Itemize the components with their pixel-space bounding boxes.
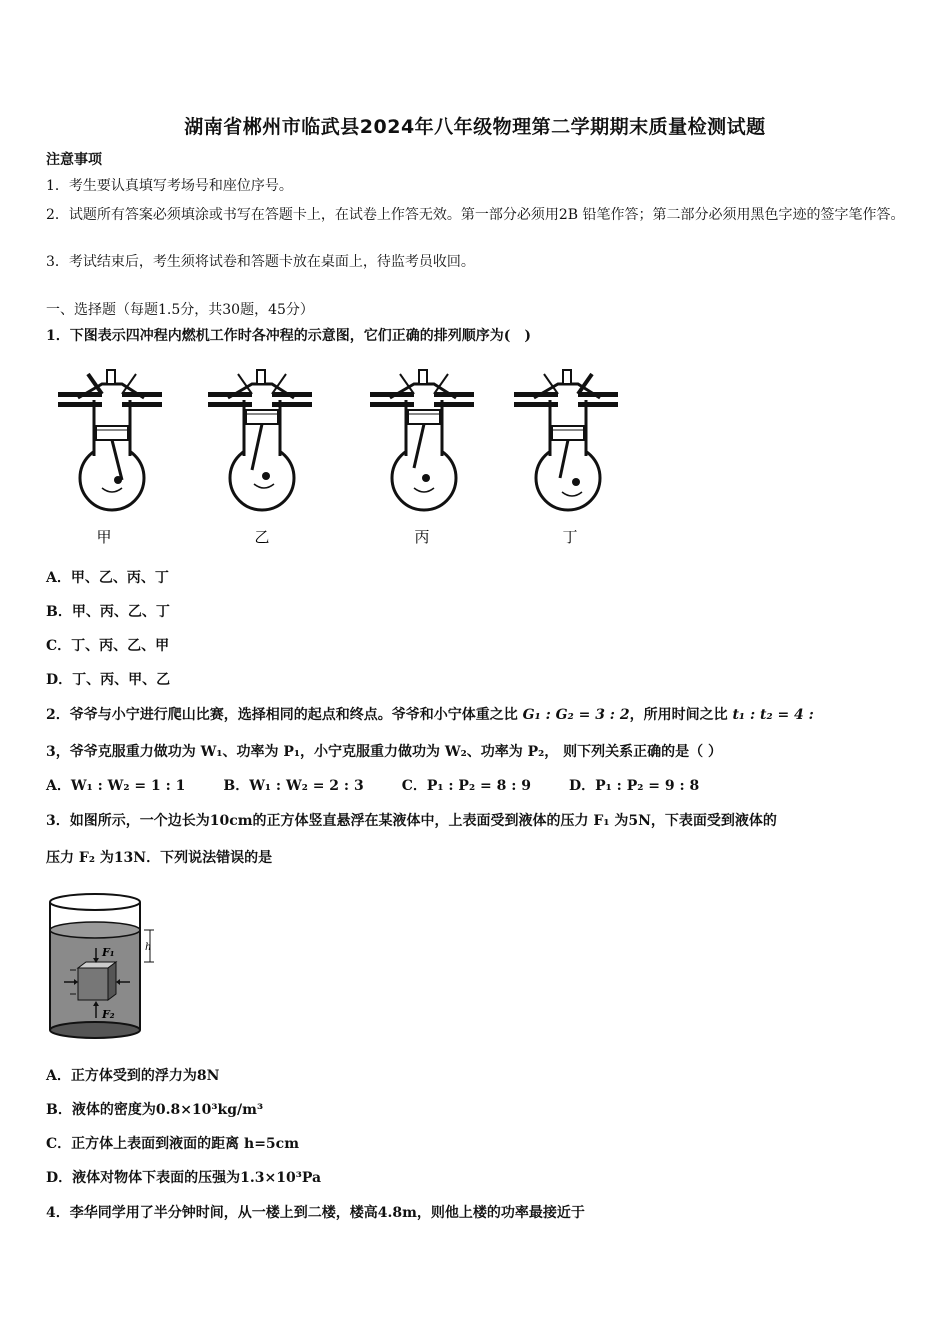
label-jia: 甲 [96, 528, 112, 546]
label-bing: 丙 [414, 528, 430, 546]
engine-ding [514, 370, 618, 510]
q1-option-c: C．丁、丙、乙、甲 [46, 638, 170, 654]
notice-item-3: 3．考试结束后，考生须将试卷和答题卡放在桌面上，待监考员收回。 [46, 254, 475, 270]
engine-yi [208, 370, 312, 510]
q2-text-a: 2．爷爷与小宁进行爬山比赛，选择相同的起点和终点。爷爷和小宁体重之比 [46, 707, 523, 723]
engine-bing [370, 370, 474, 510]
q3-option-a: A．正方体受到的浮力为8N [46, 1068, 220, 1084]
q1-stem: 1．下图表示四冲程内燃机工作时各冲程的示意图，它们正确的排列顺序为( ) [46, 328, 531, 344]
q2-ratio-g: G₁ : G₂ = 3 : 2 [522, 707, 630, 723]
q3-option-c: C．正方体上表面到液面的距离 h=5cm [46, 1136, 300, 1152]
label-h: h [145, 942, 152, 953]
q1-option-d: D．丁、丙、甲、乙 [46, 672, 171, 688]
page-title: 湖南省郴州市临武县2024年八年级物理第二学期期末质量检测试题 [184, 116, 766, 138]
q3-option-b: B．液体的密度为0.8×10³kg/m³ [46, 1102, 264, 1118]
section-heading: 一、选择题（每题1.5分，共30题，45分） [46, 302, 314, 318]
q4-stem: 4．李华同学用了半分钟时间，从一楼上到二楼，楼高4.8m，则他上楼的功率最接近于 [46, 1205, 585, 1221]
q1-option-a: A．甲、乙、丙、丁 [46, 570, 169, 586]
q2-text-b: ，所用时间之比 [629, 707, 733, 723]
q2-option-c: C．P₁ : P₂ = 8 : 9 [401, 778, 531, 794]
q2-option-a: A．W₁ : W₂ = 1 : 1 [46, 778, 186, 794]
q2-option-d: D．P₁ : P₂ = 9 : 8 [568, 778, 700, 794]
q3-stem-line1: 3．如图所示，一个边长为10cm的正方体竖直悬浮在某液体中，上表面受到液体的压力 F₁ 为5N，下表面受到液体的 [46, 813, 777, 829]
q3-stem-line2: 压力 F₂ 为13N．下列说法错误的是 [46, 850, 273, 866]
label-yi: 乙 [254, 528, 270, 546]
q2-option-b: B．W₁ : W₂ = 2 : 3 [223, 778, 364, 794]
label-ding: 丁 [562, 528, 578, 546]
engine-jia [58, 370, 162, 510]
floating-cube-figure [44, 890, 160, 1040]
engine-strokes-figure [52, 368, 632, 553]
notice-heading: 注意事项 [46, 152, 102, 168]
q2-ratio-t: t₁ : t₂ = 4 : [732, 707, 814, 723]
notice-item-1: 1．考生要认真填写考场号和座位序号。 [46, 178, 293, 194]
q2-options [46, 776, 910, 796]
q1-option-b: B．甲、丙、乙、丁 [46, 604, 170, 620]
q2-stem-line2: 3，爷爷克服重力做功为 W₁、功率为 P₁，小宁克服重力做功为 W₂、功率为 P₂， 则下列关系正确的是（ ） [46, 744, 723, 760]
label-f1: F₁ [102, 946, 115, 959]
label-f2: F₂ [102, 1008, 115, 1021]
q3-option-d: D．液体对物体下表面的压强为1.3×10³Pa [46, 1170, 322, 1186]
notice-item-2: 2．试题所有答案必须填涂或书写在答题卡上，在试卷上作答无效。第一部分必须用2B 铅笔作答；第二部分必须用黑色字迹的签字笔作答。 [46, 207, 905, 223]
q2-stem-line1 [46, 705, 910, 725]
